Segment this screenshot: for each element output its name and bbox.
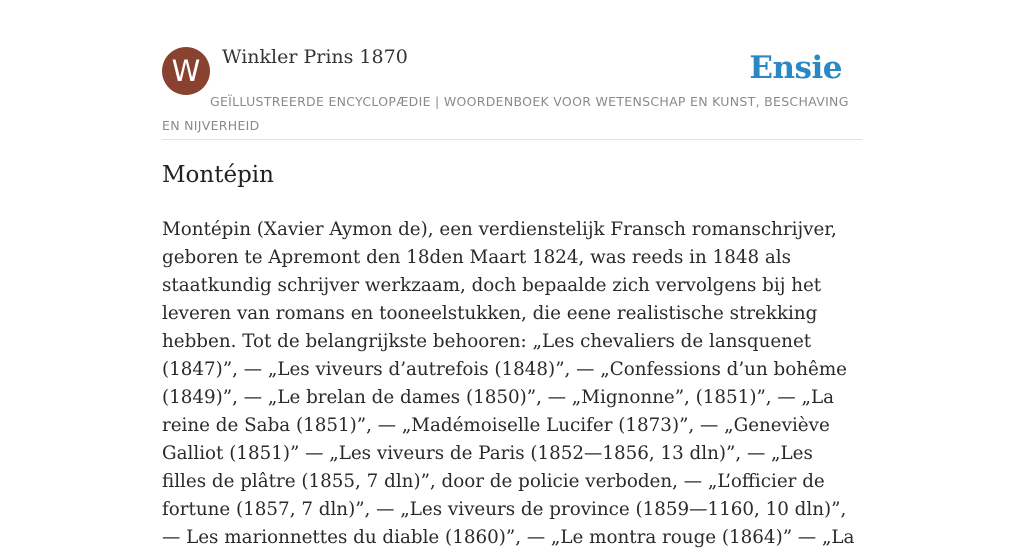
source-avatar[interactable]: W [162, 47, 210, 95]
source-subtitle: GEÏLLUSTREERDE ENCYCLOPÆDIE | WOORDENBOEK VOOR WETENSCHAP EN KUNST, BESCHAVING EN NIJVERHEID [162, 94, 849, 133]
ensie-logo-link[interactable]: Ensie [749, 50, 842, 86]
article-body: Montépin (Xavier Aymon de), een verdienstelijk Fransch romanschrijver, geboren te Apremont den 18den Maart 1824, was reeds in 1848 als staatkundig schrijver werkzaam, doch bepaalde zich vervolgens bij het leveren van romans en tooneelstukken, die eene realistische strekking hebben. Tot de belangrijkste behooren: „Les chevaliers de lansquenet (1847)”, — „Les viveurs d’autrefois (1848)”, — „Confessions d’un bohême (1849)”, — „Le brelan de dames (1850)”, — „Mignonne”, (1851)”, — „La reine de Saba (1851)”, — „Madémoiselle Lucifer (1873)”, — „Geneviève Galliot (1851)” — „Les viveurs de Paris (1852—1856, 13 dln)”, — „Les filles de plâtre (1855, 7 dln)”, door de policie verboden, — „L’officier de fortune (1857, 7 dln)”, — „Les viveurs de province (1859—1160, 10 dln)”, — Les marionnettes du diable (1860)”, — „Le montra rouge (1864)” — „La [162, 219, 855, 548]
article-title: Montépin [162, 162, 274, 188]
header-divider [162, 139, 862, 140]
source-title-link[interactable]: Winkler Prins 1870 [222, 46, 408, 68]
